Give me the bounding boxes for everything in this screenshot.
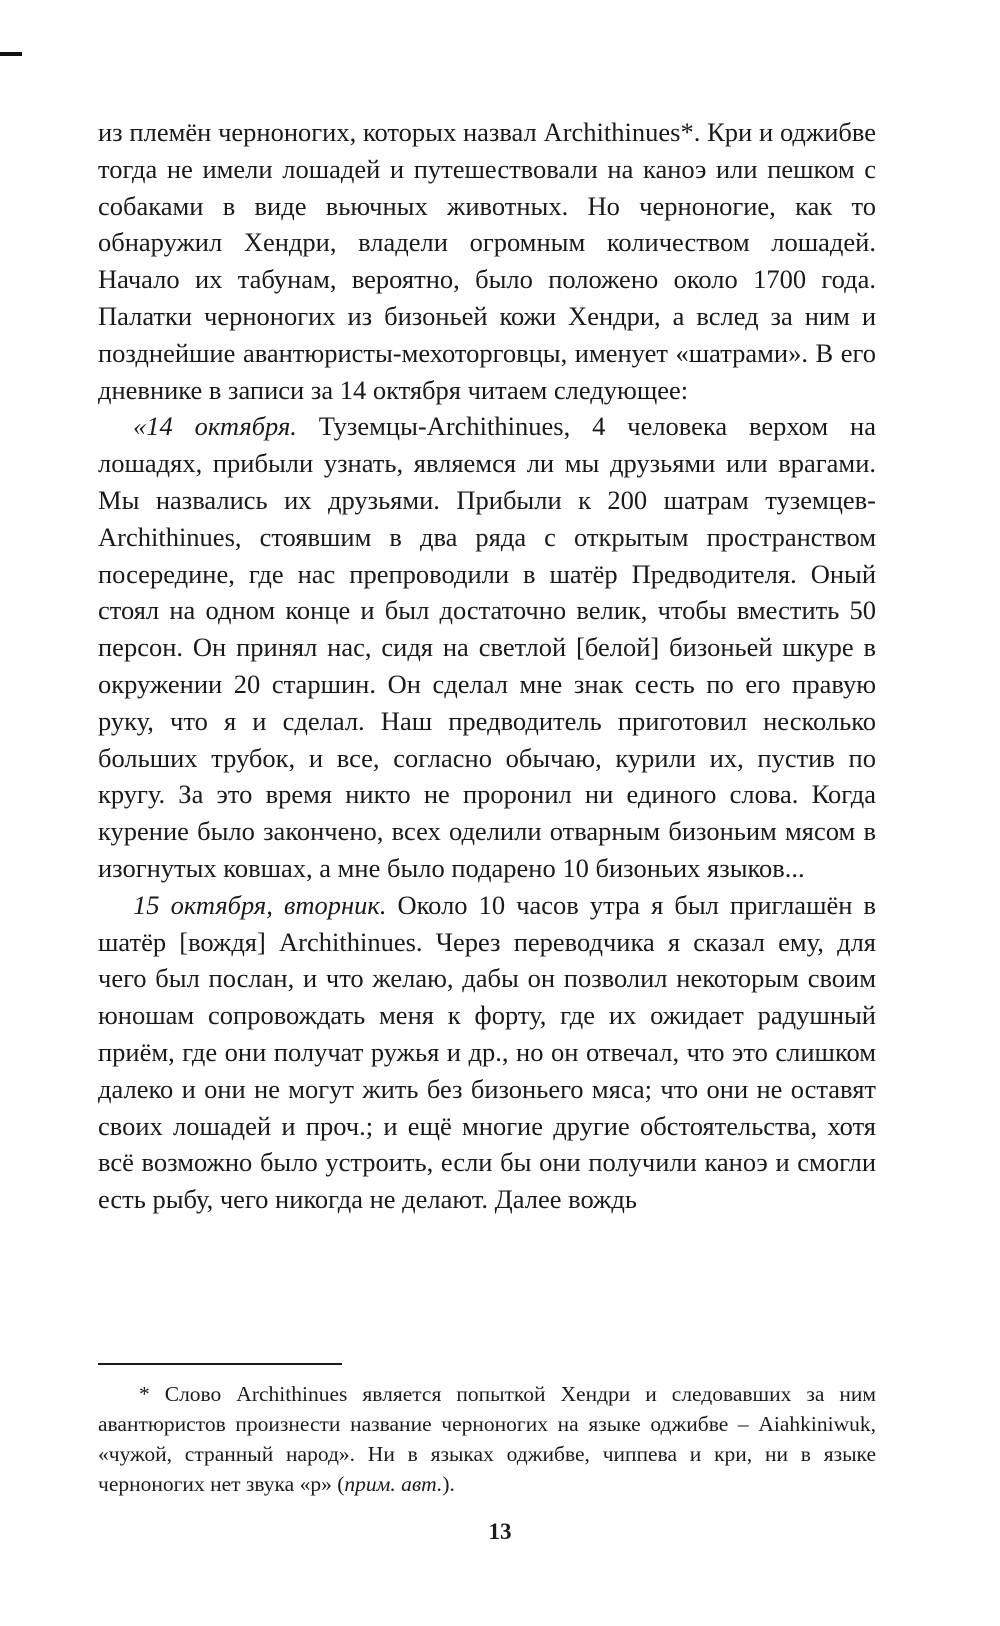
paragraph-1-text: из племён черноногих, которых назвал Archithinues*. Кри и оджибве тогда не имели лошадей и путешествовали на каноэ или пешком с собаками в виде вьючных животных. Но черноногие, как то обнаружил Хендри, владели огромным количеством лошадей. Начало их табунам, вероятно, было положено около 1700 года. Палатки черноногих из бизоньей кожи Хендри, а вслед за ним и позднейшие авантюристы-мехоторговцы, именует «шатрами». В его дневнике в записи за 14 октября читаем следующее: — [98, 117, 876, 405]
footnote-tail: ). — [442, 1472, 455, 1496]
scan-edge-mark — [0, 52, 22, 56]
paragraph-3-text: Около 10 часов утра я был приглашён в шатёр [вождя] Archithinues. Через переводчика я сказал ему, для чего был послан, и что желаю, дабы он позволил некоторым своим юношам сопровождать меня к форту, где их ожидает радушный приём, где они получат ружья и др., но он отвечал, что это слишком далеко и они не могут жить без бизоньего мяса; что они не оставят своих лошадей и проч.; и ещё многие другие обстоятельства, хотя всё возможно было устроить, если бы они получили каноэ и смогли есть рыбу, чего никогда не делают. Далее вождь — [98, 889, 876, 1215]
paragraph-3 — [98, 887, 876, 1218]
footnote-divider — [98, 1363, 342, 1365]
main-text — [98, 114, 876, 1218]
footnote — [98, 1379, 876, 1499]
page-number: 13 — [488, 1519, 512, 1544]
footnote-text: * Слово Archithinues является попыткой Хендри и следовавших за ним авантюристов произнести название черноногих на языке оджибве – Aiahkiniwuk, «чужой, странный народ». Ни в языках оджибве, чиппева и кри, ни в языке черноногих нет звука «р» ( — [98, 1382, 876, 1496]
paragraph-2-date: «14 октября. — [133, 411, 297, 442]
paragraph-2-text: Туземцы-Archithinues, 4 человека верхом на лошадях, прибыли узнать, являемся ли мы друзьями или врагами. Мы назвались их друзьями. Прибыли к 200 шатрам туземцев-Archithinues, стоявшим в два ряда с открытым пространством посередине, где нас препроводили в шатёр Предводителя. Оный стоял на одном конце и был достаточно велик, чтобы вместить 50 персон. Он принял нас, сидя на светлой [белой] бизоньей шкуре в окружении 20 старшин. Он сделал мне знак сесть по его правую руку, что я и сделал. Наш предводитель приготовил несколько больших трубок, и все, согласно обычаю, курили их, пустив по кругу. За это время никто не проронил ни единого слова. Когда курение было закончено, всех оделили отварным бизоньим мясом в изогнутых ковшах, а мне было подарено 10 бизоньих языков... — [98, 411, 876, 883]
footnote-author-note: прим. авт. — [344, 1472, 443, 1496]
paragraph-1 — [98, 114, 876, 408]
paragraph-3-date: 15 октября, вторник. — [133, 889, 387, 920]
paragraph-2 — [98, 408, 876, 886]
